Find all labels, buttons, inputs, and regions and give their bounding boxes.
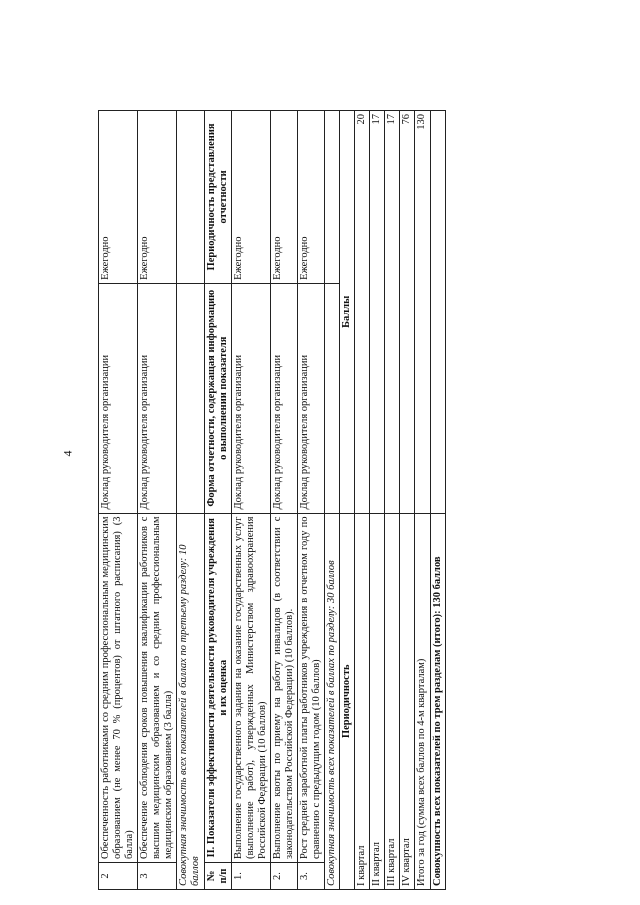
table-row [297,111,324,890]
score-row [400,111,415,890]
report-period: Ежегодно [99,111,138,284]
report-form: Доклад руководителя организации [270,283,297,513]
section-total-row [177,111,204,890]
report-period: Ежегодно [231,111,270,284]
page-number: 4 [60,450,75,457]
score-label: II квартал [370,513,385,889]
score-label: Итого за год (сумма всех баллов по 4-м кварталам) [415,513,430,889]
header-indicator: II. Показатели эффективности деятельности руководителя учреждения и их оценка [204,513,231,863]
scores-header-row [340,111,355,890]
empty-cell [177,111,204,284]
score-row [355,111,370,890]
table-row [270,111,297,890]
score-label: III квартал [385,513,400,889]
table-row [231,111,270,890]
report-period: Ежегодно [138,111,177,284]
score-value: 17 [370,111,385,514]
report-form: Доклад руководителя организации [231,283,270,513]
indicator-text: Выполнение государственного задания на оказание государственных услуг (выполнение работ), утвержденных Министерством здравоохранения Российской Федерации (10 баллов) [231,513,270,863]
score-label: I квартал [355,513,370,889]
table-row [138,111,177,890]
header-row [204,111,231,890]
score-value: 76 [400,111,415,514]
score-value: 20 [355,111,370,514]
scores-period-header: Периодичность [340,513,355,889]
score-row [415,111,430,890]
score-value: 17 [385,111,400,514]
indicator-text: Выполнение квоты по приему на работу инвалидов (в соответствии с законодательством Российской Федерации) (10 баллов). [270,513,297,863]
empty-cell [325,283,340,513]
empty-cell [177,283,204,513]
score-row [385,111,400,890]
performance-indicators-table [98,110,446,890]
score-row [370,111,385,890]
row-number: 3 [138,863,177,890]
row-number: 2 [99,863,138,890]
report-period: Ежегодно [297,111,324,284]
score-value: 130 [415,111,430,514]
report-form: Доклад руководителя организации [138,283,177,513]
indicator-text: Обеспеченность работниками со средним профессиональным медицинским образованием (не менее 70 % (процентов) от штатного расписания) (3 балла) [99,513,138,863]
empty-cell [430,111,445,514]
scores-points-header: Баллы [340,111,355,514]
section-total-text: Совокупная значимость всех показателей в баллах по третьему разделу: 10 баллов [177,513,204,889]
grand-total-text: Совокупность всех показателей по трем разделам (итого): 130 баллов [430,513,445,889]
header-period: Периодичность представления отчетности [204,111,231,284]
grand-total-row [430,111,445,890]
row-number: 1. [231,863,270,890]
indicator-text: Обеспечение соблюдения сроков повышения квалификации работников с высшим медицинским образованием и со средним профессиональным медицинским образованием (3 балла) [138,513,177,863]
report-period: Ежегодно [270,111,297,284]
report-form: Доклад руководителя организации [297,283,324,513]
row-number: 2. [270,863,297,890]
header-number: № п/п [204,863,231,890]
row-number: 3. [297,863,324,890]
table-row [99,111,138,890]
empty-cell [325,111,340,284]
score-label: IV квартал [400,513,415,889]
report-form: Доклад руководителя организации [99,283,138,513]
indicator-text: Рост средней заработной платы работников учреждения в отчетном году по сравнению с предыдущим годом (10 баллов) [297,513,324,863]
section-total-row [325,111,340,890]
rotated-page-content [98,110,448,890]
section-total-text: Совокупная значимость всех показателей в баллах по разделу: 30 баллов [325,513,340,889]
header-form: Форма отчетности, содержащая информацию о выполнении показателя [204,283,231,513]
